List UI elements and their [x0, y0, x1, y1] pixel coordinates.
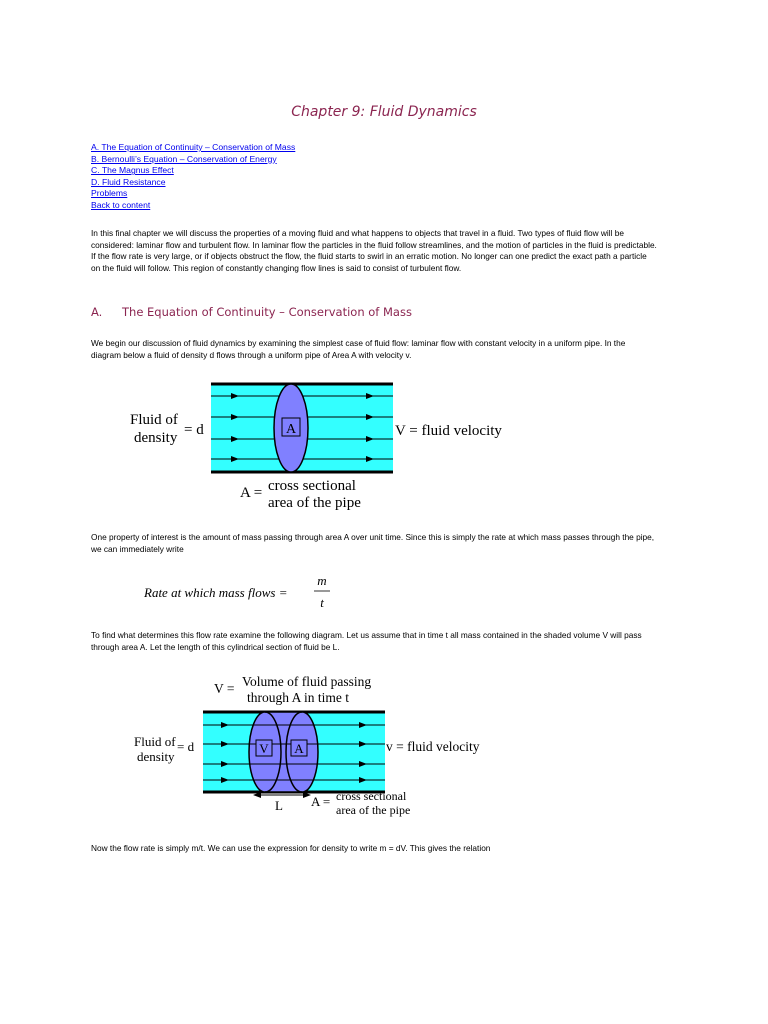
section-a-heading: [91, 305, 412, 319]
mass-flow-equation: [140, 570, 360, 614]
volume-label: V: [259, 741, 269, 756]
cross-section-prefix: A =: [311, 794, 331, 809]
toc-link-back-to-content[interactable]: Back to content: [91, 199, 151, 210]
cross-section-prefix: A =: [240, 485, 263, 501]
volume-line1: Volume of fluid passing: [242, 674, 372, 689]
uniform-pipe-diagram: [120, 372, 520, 522]
toc-link-problems[interactable]: Problems: [91, 188, 128, 199]
toc-link-bernoulli-equation[interactable]: B. Bernoulli’s Equation – Conservation of Energy: [91, 153, 277, 164]
density-equals: = d: [184, 422, 204, 438]
equation-denominator: t: [320, 595, 324, 610]
velocity-label: V = fluid velocity: [395, 423, 502, 439]
toc-link-equation-of-continuity[interactable]: A. The Equation of Continuity – Conservation of Mass: [91, 142, 296, 152]
toc-link-magnus-effect[interactable]: C. The Magnus Effect: [91, 165, 174, 176]
cross-section-line1: cross sectional: [336, 789, 407, 803]
flow-rate-paragraph: To find what determines this flow rate examine the following diagram. Let us assume that in time t all mass contained in the shaded volume V will pass through area A. Let the length of this cylindrical section of fluid be L.: [91, 630, 642, 652]
intro-paragraph: In this final chapter we will discuss the properties of a moving fluid and what happens to objects that travel in a fluid. Two types of fluid flow will be considered: laminar flow and turbulent flow. In laminar flow the particles in the fluid follow streamlines, and the motion of particles in the fluid is predictable. If the flow rate is very large, or if objects obstruct the flow, the fluid starts to swirl in an erratic motion. No longer can one predict the exact path a particle on the fluid will follow. This region of constantly changing flow lines is said to consist of turbulent flow.: [91, 228, 657, 274]
area-label: A: [294, 741, 304, 756]
density-relation-paragraph: Now the flow rate is simply m/t. We can use the expression for density to write m = dV. This gives the relation: [91, 843, 491, 853]
shaded-volume-diagram: [130, 670, 510, 822]
mass-rate-paragraph: One property of interest is the amount of mass passing through area A over unit time. Since this is simply the rate at which mass passes through the pipe, we can immediately write: [91, 532, 655, 554]
continuity-paragraph: We begin our discussion of fluid dynamics by examining the simplest case of fluid flow: laminar flow with constant velocity in a uniform pipe. In the diagram below a fluid of density d flows through a uniform pipe of Area A with velocity v.: [91, 338, 626, 360]
equation-numerator: m: [317, 573, 327, 588]
cross-section-line2: area of the pipe: [336, 803, 411, 817]
toc-link-fluid-resistance[interactable]: D. Fluid Resistance: [91, 176, 166, 187]
volume-prefix: V =: [214, 681, 235, 696]
density-equals: = d: [177, 739, 195, 754]
chapter-title: Chapter 9: Fluid Dynamics: [291, 104, 477, 120]
density-label-line1: Fluid of: [130, 412, 178, 428]
cross-section-line1: cross sectional: [268, 478, 356, 494]
density-label-line2: density: [137, 749, 175, 764]
volume-line2: through A in time t: [247, 690, 350, 705]
density-label-line1: Fluid of: [134, 734, 176, 749]
table-of-contents: [91, 142, 295, 212]
velocity-label: v = fluid velocity: [386, 739, 480, 754]
section-heading-text: The Equation of Continuity – Conservation of Mass: [122, 305, 412, 319]
length-label: L: [275, 798, 283, 813]
density-label-line2: density: [134, 430, 178, 446]
section-letter: A.: [91, 305, 103, 319]
area-label: A: [285, 422, 297, 437]
equation-lhs: Rate at which mass flows =: [144, 585, 288, 600]
cross-section-line2: area of the pipe: [268, 495, 361, 511]
